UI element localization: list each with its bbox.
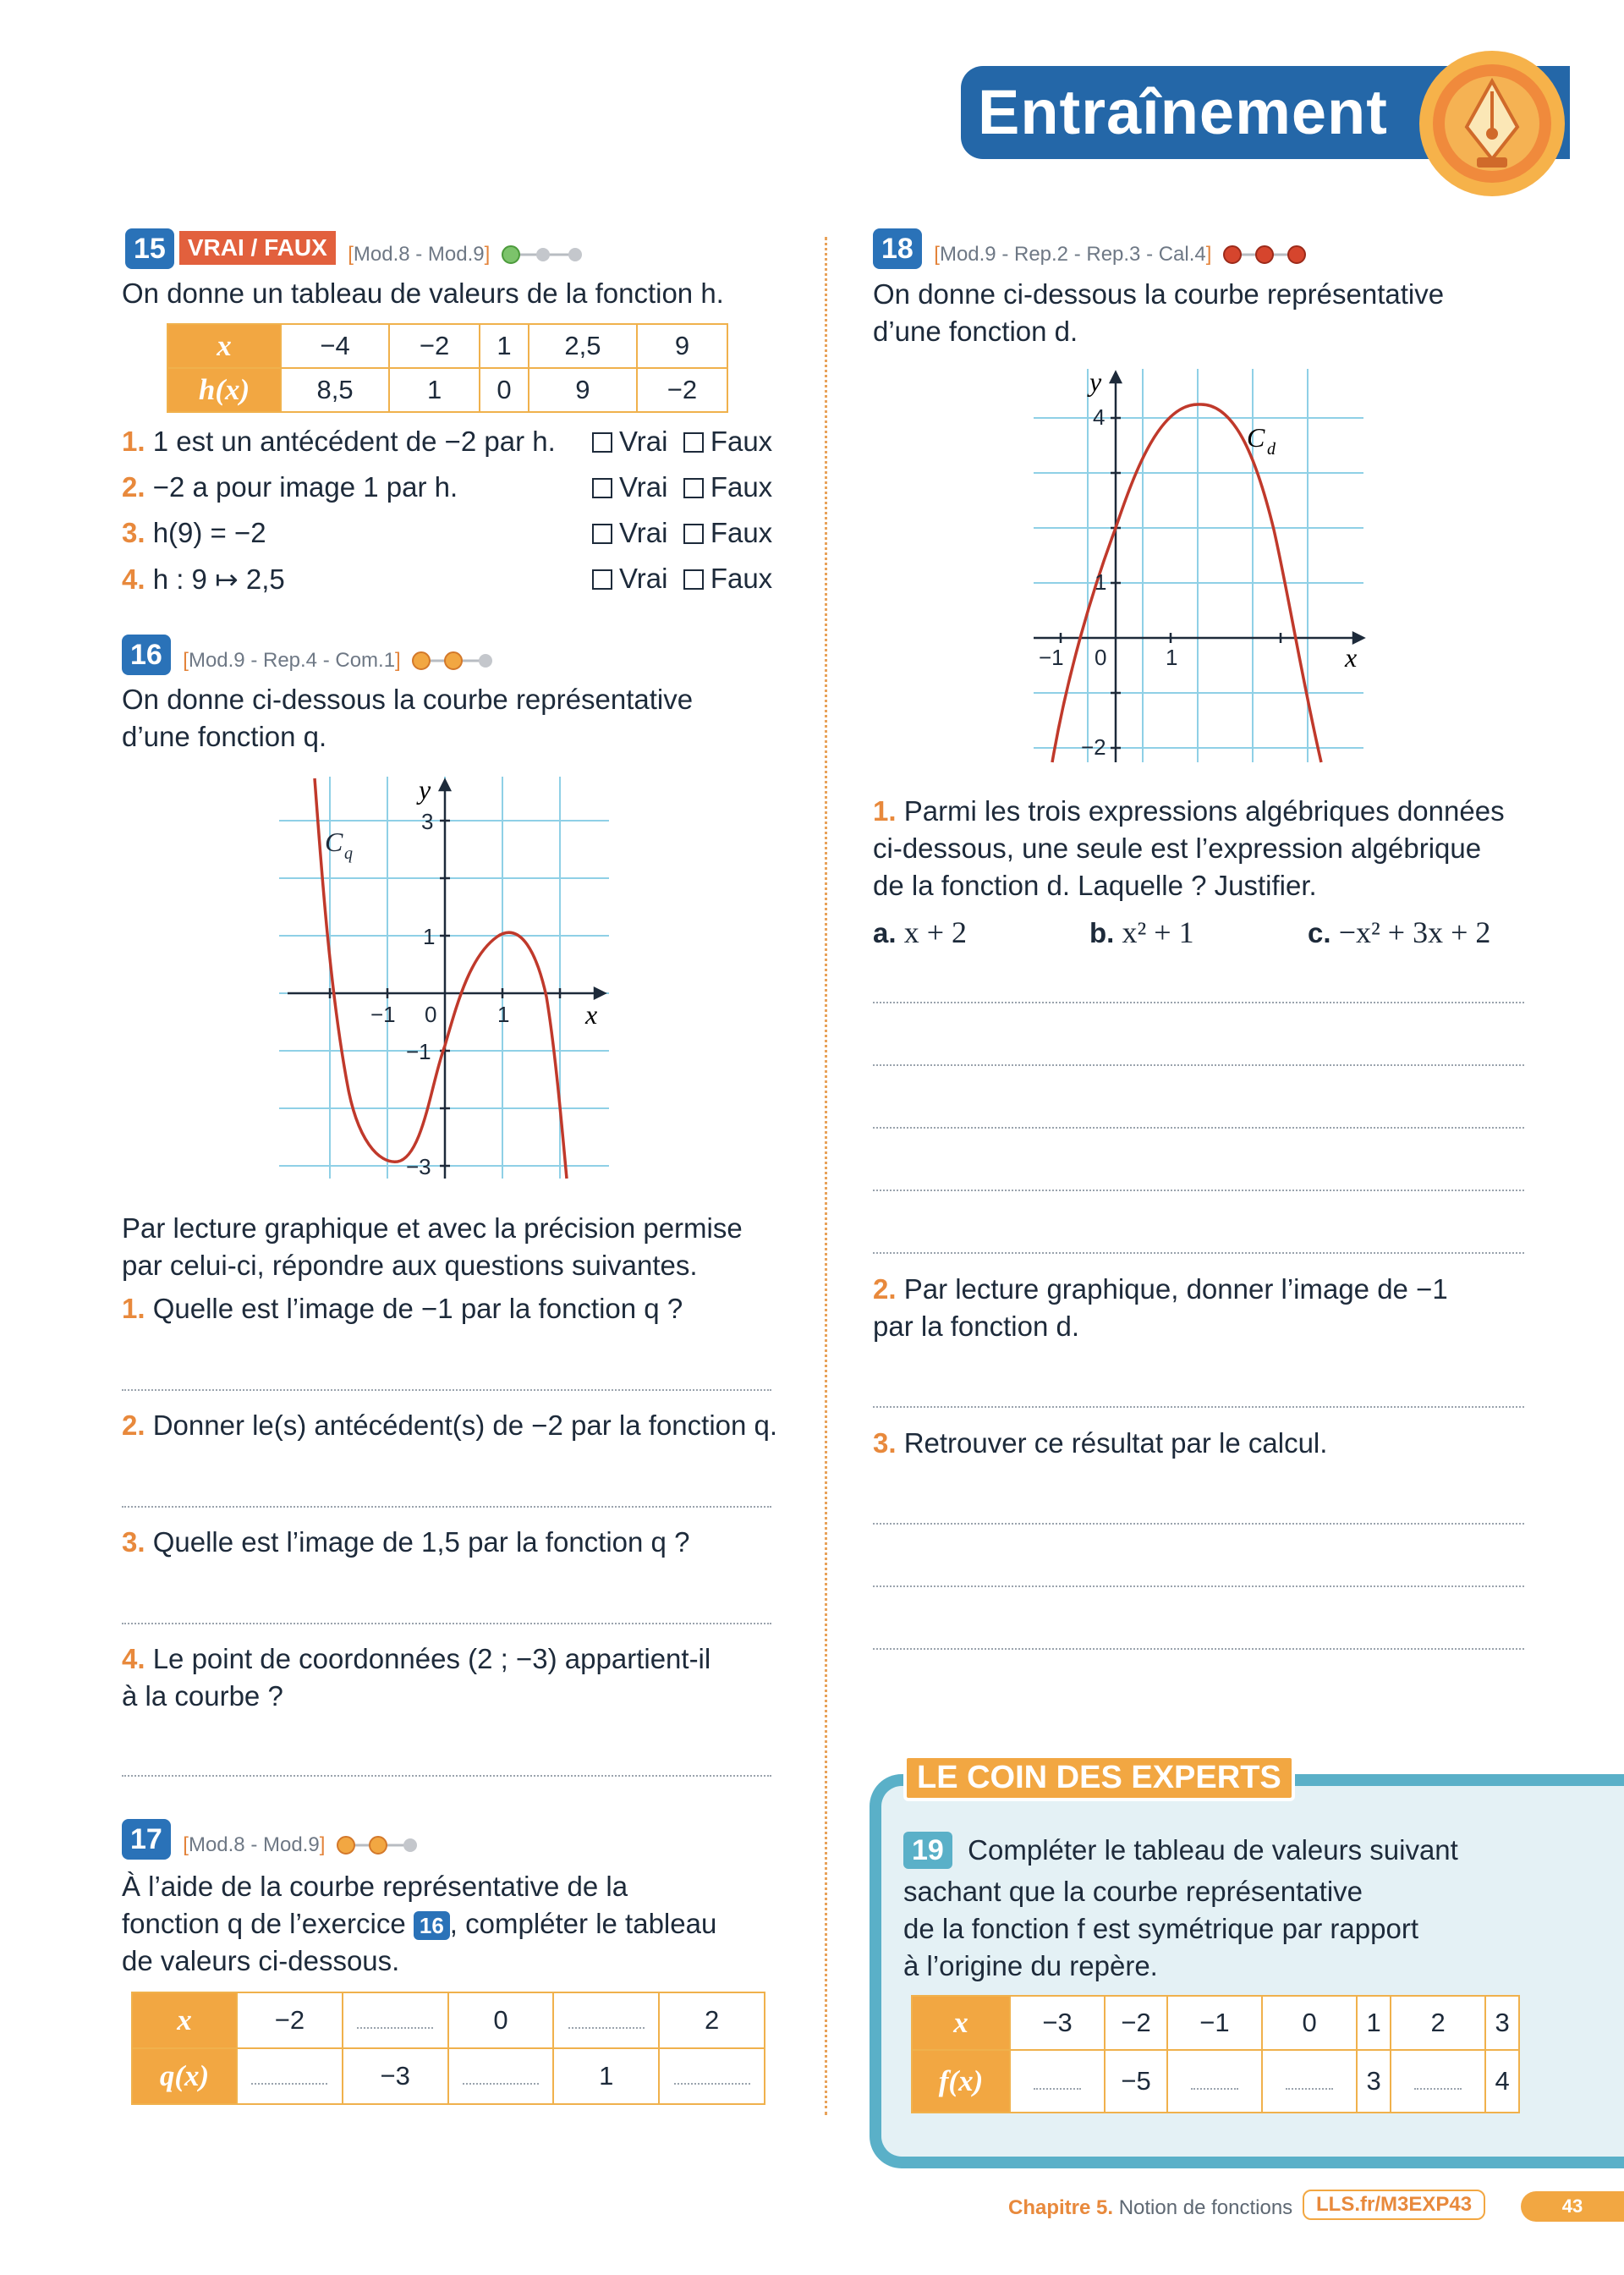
answer-line[interactable] (873, 1648, 1524, 1650)
ex16-q4-1: 4. Le point de coordonnées (2 ; −3) appartient-il (122, 1643, 711, 1674)
table-cell: 1 (553, 2048, 659, 2104)
ex18-q1-1: 1. Parmi les trois expressions algébriques données (873, 795, 1505, 827)
ex18-intro-1: On donne ci-dessous la courbe représentative (873, 278, 1445, 310)
svg-text:0: 0 (1095, 645, 1107, 670)
ex19-number: 19 (903, 1832, 952, 1869)
column-separator (825, 237, 827, 2115)
axis-y-label: y (1089, 369, 1102, 397)
answer-line[interactable] (122, 1623, 771, 1624)
experts-tag: LE COIN DES EXPERTS (903, 1755, 1295, 1801)
ex18-q2-2: par la fonction d. (873, 1311, 1079, 1342)
answer-line[interactable] (122, 1506, 771, 1508)
ex15-item-2: 2. −2 a pour image 1 par h. (122, 471, 458, 503)
checkbox[interactable] (592, 524, 612, 544)
curve-label-cq: C (325, 827, 343, 857)
page-title: Entraînement (978, 77, 1388, 147)
table-header-x: x (167, 324, 281, 368)
svg-text:−1: −1 (1039, 645, 1064, 670)
ex15-item-3: 3. h(9) = −2 (122, 517, 266, 548)
ex18-q1-3: de la fonction d. Laquelle ? Justifier. (873, 870, 1317, 901)
table-cell-blank[interactable] (1391, 2050, 1485, 2113)
answer-line[interactable] (122, 1389, 771, 1391)
ex18-intro-2: d’une fonction d. (873, 316, 1078, 347)
vf-choice-3[interactable]: Vrai Faux (592, 517, 772, 549)
ex18-header (873, 228, 1307, 269)
ex16-refs: [Mod.9 - Rep.4 - Com.1] (183, 648, 401, 672)
ex16-header (122, 635, 496, 675)
vf-choice-2[interactable]: Vrai Faux (592, 471, 772, 503)
ex18-refs: [Mod.9 - Rep.2 - Rep.3 - Cal.4] (934, 242, 1212, 266)
svg-text:d: d (1267, 440, 1276, 459)
vf-choice-1[interactable]: Vrai Faux (592, 426, 772, 458)
table-cell: 2,5 (529, 324, 637, 368)
ex19-line-1: 19 Compléter le tableau de valeurs suivant (903, 1832, 1458, 1869)
answer-line[interactable] (873, 1406, 1524, 1408)
table-cell: −2 (237, 1992, 343, 2048)
table-cell: 9 (529, 368, 637, 412)
table-cell: −1 (1167, 1996, 1262, 2050)
difficulty-3-icon (1222, 245, 1307, 265)
svg-text:−1: −1 (406, 1039, 431, 1064)
table-cell: −2 (637, 368, 727, 412)
table-cell: 1 (389, 368, 480, 412)
table-header-x: x (132, 1992, 237, 2048)
table-cell: 0 (1262, 1996, 1357, 2050)
option-b: b. x² + 1 (1089, 915, 1194, 949)
ex18-q3: 3. Retrouver ce résultat par le calcul. (873, 1427, 1328, 1459)
svg-text:4: 4 (1093, 404, 1106, 430)
svg-text:−1: −1 (370, 1002, 396, 1027)
ex16-q2: 2. Donner le(s) antécédent(s) de −2 par la fonction q. (122, 1410, 778, 1441)
ex19-line-2: sachant que la courbe représentative (903, 1876, 1363, 1907)
table-cell: 0 (480, 368, 529, 412)
vf-choice-4[interactable]: Vrai Faux (592, 563, 772, 595)
checkbox[interactable] (683, 478, 704, 498)
answer-line[interactable] (873, 1064, 1524, 1066)
svg-text:1: 1 (1166, 645, 1178, 670)
ex17-value-table (131, 1992, 765, 2105)
svg-text:1: 1 (423, 924, 436, 949)
table-header-qx: q(x) (132, 2048, 237, 2104)
table-cell: −3 (1010, 1996, 1105, 2050)
table-header-x: x (912, 1996, 1010, 2050)
table-cell: 2 (1391, 1996, 1485, 2050)
option-c: c. −x² + 3x + 2 (1308, 915, 1491, 949)
answer-line[interactable] (873, 1252, 1524, 1254)
answer-line[interactable] (873, 1127, 1524, 1129)
page-number: 43 (1521, 2191, 1624, 2222)
ex16-lead-1: Par lecture graphique et avec la précision permise (122, 1212, 743, 1244)
table-cell: −3 (343, 2048, 448, 2104)
table-cell: 3 (1357, 2050, 1391, 2113)
ex17-text-1: À l’aide de la courbe représentative de la (122, 1871, 628, 1902)
ex16-graph (279, 777, 617, 1183)
svg-text:0: 0 (425, 1002, 437, 1027)
svg-text:−2: −2 (1081, 734, 1106, 760)
ex19-line-3: de la fonction f est symétrique par rapport (903, 1913, 1418, 1944)
table-cell-blank[interactable] (1262, 2050, 1357, 2113)
difficulty-2-icon (336, 1835, 420, 1855)
ex15-refs: [Mod.8 - Mod.9] (348, 242, 491, 266)
ex16-intro-1: On donne ci-dessous la courbe représentative (122, 684, 694, 715)
checkbox[interactable] (592, 478, 612, 498)
vrai-faux-tag: VRAI / FAUX (179, 231, 336, 265)
ex15-value-table (167, 323, 728, 413)
ex15-intro: On donne un tableau de valeurs de la fonction h. (122, 278, 724, 309)
axis-x-label: x (585, 999, 598, 1030)
ex16-intro-2: d’une fonction q. (122, 721, 327, 752)
difficulty-1-icon (501, 245, 585, 265)
ex15-item-4: 4. h : 9 ↦ 2,5 (122, 563, 285, 595)
answer-line[interactable] (873, 1585, 1524, 1587)
table-cell: 1 (480, 324, 529, 368)
table-cell: 9 (637, 324, 727, 368)
ex15-item-1: 1. 1 est un antécédent de −2 par h. (122, 426, 556, 457)
svg-text:−3: −3 (406, 1154, 431, 1179)
checkbox[interactable] (592, 432, 612, 453)
checkbox[interactable] (683, 569, 704, 590)
axis-x-label: x (1345, 642, 1358, 673)
table-cell: 8,5 (281, 368, 389, 412)
table-cell-blank[interactable] (659, 2048, 765, 2104)
ex15-header (125, 228, 585, 269)
ex18-q1-2: ci-dessous, une seule est l’expression algébrique (873, 833, 1482, 864)
difficulty-2-icon (411, 651, 496, 671)
curve-q (315, 778, 567, 1179)
table-header-fx: f(x) (912, 2050, 1010, 2113)
ex18-graph (1034, 369, 1372, 767)
answer-line[interactable] (873, 1523, 1524, 1525)
table-cell: −2 (1105, 1996, 1167, 2050)
checkbox[interactable] (683, 432, 704, 453)
table-cell: 4 (1485, 2050, 1519, 2113)
footer-link[interactable]: LLS.fr/M3EXP43 (1303, 2190, 1485, 2220)
ex16-number: 16 (122, 635, 171, 675)
table-cell-blank[interactable] (343, 1992, 448, 2048)
table-cell: −4 (281, 324, 389, 368)
answer-line[interactable] (873, 1190, 1524, 1191)
svg-text:1: 1 (1095, 569, 1107, 595)
table-cell: 3 (1485, 1996, 1519, 2050)
table-cell: 1 (1357, 1996, 1391, 2050)
table-cell: 2 (659, 1992, 765, 2048)
curve-label-cd: C (1247, 422, 1265, 453)
table-cell-blank[interactable] (1010, 2050, 1105, 2113)
ex17-refs: [Mod.8 - Mod.9] (183, 1833, 326, 1856)
svg-text:q: q (344, 844, 353, 863)
ex16-lead-2: par celui-ci, répondre aux questions suivantes. (122, 1250, 698, 1281)
checkbox[interactable] (592, 569, 612, 590)
ex17-text-2: fonction q de l’exercice 16 , compléter le tableau (122, 1908, 717, 1939)
ex19-value-table (911, 1995, 1520, 2113)
ex17-header (122, 1819, 420, 1860)
table-cell-blank[interactable] (448, 2048, 554, 2104)
svg-text:3: 3 (421, 809, 434, 834)
ex16-q3: 3. Quelle est l’image de 1,5 par la fonction q ? (122, 1526, 690, 1558)
ex16-q4-2: à la courbe ? (122, 1680, 283, 1712)
ex15-number: 15 (125, 228, 174, 269)
table-cell-blank[interactable] (553, 1992, 659, 2048)
axis-y-label: y (419, 777, 431, 805)
ex16-q1: 1. Quelle est l’image de −1 par la fonction q ? (122, 1293, 683, 1324)
ex19-line-4: à l’origine du repère. (903, 1950, 1158, 1981)
pen-nib-icon (1418, 49, 1566, 198)
svg-text:1: 1 (497, 1002, 510, 1027)
answer-line[interactable] (122, 1775, 771, 1777)
ex17-text-3: de valeurs ci-dessous. (122, 1945, 400, 1976)
table-cell: 0 (448, 1992, 554, 2048)
footer-chapter: Chapitre 5. Notion de fonctions (1008, 2196, 1293, 2219)
table-header-hx: h(x) (167, 368, 281, 412)
ex18-number: 18 (873, 228, 922, 269)
table-cell: −5 (1105, 2050, 1167, 2113)
ex18-q2-1: 2. Par lecture graphique, donner l’image de −1 (873, 1273, 1448, 1305)
table-cell-blank[interactable] (237, 2048, 343, 2104)
checkbox[interactable] (683, 524, 704, 544)
option-a: a. x + 2 (873, 915, 968, 949)
ex17-number: 17 (122, 1819, 171, 1860)
answer-line[interactable] (873, 1002, 1524, 1003)
table-cell-blank[interactable] (1167, 2050, 1262, 2113)
table-cell: −2 (389, 324, 480, 368)
ex16-ref-badge: 16 (414, 1911, 450, 1940)
